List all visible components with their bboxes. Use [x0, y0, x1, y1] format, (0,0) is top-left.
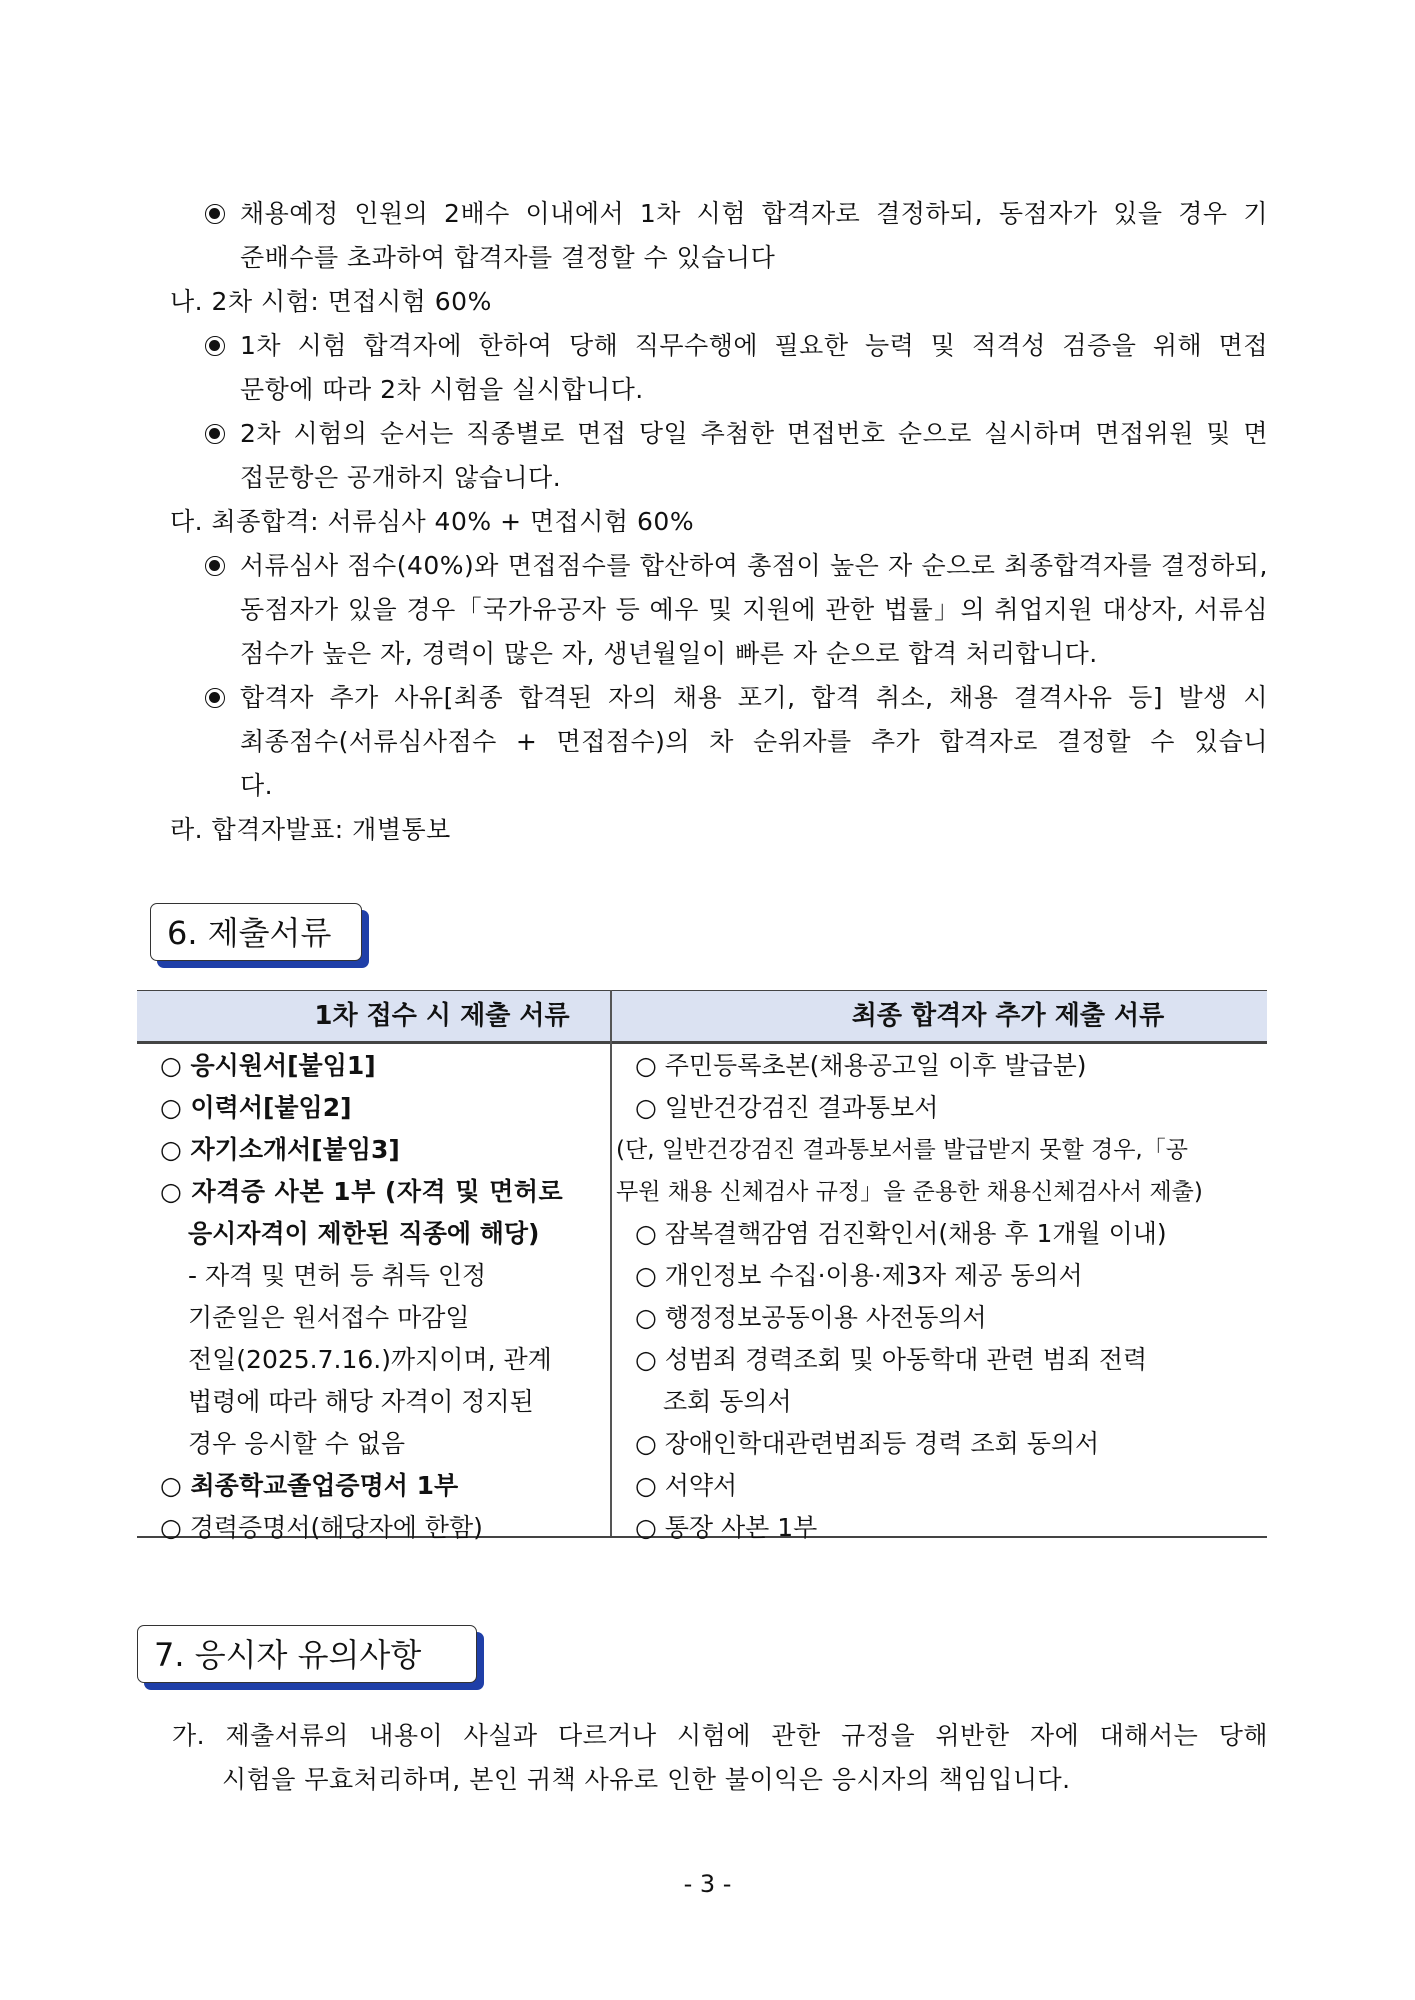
table-cell: 조회 동의서 — [663, 1387, 792, 1416]
bullet-icon — [205, 424, 225, 444]
paragraph-line: 서류심사 점수(40%)와 면접점수를 합산하여 총점이 높은 자 순으로 최종합격자를 결정하되, — [240, 551, 1268, 580]
paragraph-line: 시험을 무효처리하며, 본인 귀책 사유로 인한 불이익은 응시자의 책임입니다. — [222, 1765, 1071, 1794]
page-number: - 3 - — [683, 1870, 732, 1898]
table-header-cell: 1차 접수 시 제출 서류 — [314, 1001, 570, 1031]
bullet-icon — [205, 336, 225, 356]
table-header-row — [137, 990, 1267, 1044]
list-item-heading: 라. 합격자발표: 개별통보 — [170, 815, 451, 844]
table-cell: ○ 잠복결핵감염 검진확인서(채용 후 1개월 이내) — [635, 1219, 1167, 1248]
paragraph-line: 동점자가 있을 경우「국가유공자 등 예우 및 지원에 관한 법률」의 취업지원 대상자, 서류심 — [240, 595, 1268, 624]
table-cell: ○ 일반건강검진 결과통보서 — [635, 1093, 939, 1122]
table-cell: 응시자격이 제한된 직종에 해당) — [188, 1219, 540, 1248]
section-heading: 7. 응시자 유의사항 — [137, 1625, 477, 1683]
table-cell: 경우 응시할 수 없음 — [188, 1429, 406, 1458]
table-cell: ○ 자기소개서[붙임3] — [160, 1135, 400, 1164]
list-item-heading: 다. 최종합격: 서류심사 40% + 면접시험 60% — [170, 507, 695, 536]
table-cell: 전일(2025.7.16.)까지이며, 관계 — [188, 1345, 552, 1374]
paragraph-line: 가. 제출서류의 내용이 사실과 다르거나 시험에 관한 규정을 위반한 자에 대해서는 당해 — [172, 1721, 1268, 1750]
paragraph-line: 채용예정 인원의 2배수 이내에서 1차 시험 합격자로 결정하되, 동점자가 있을 경우 기 — [240, 199, 1268, 228]
table-cell: ○ 최종학교졸업증명서 1부 — [160, 1471, 459, 1500]
table-cell: ○ 통장 사본 1부 — [635, 1513, 818, 1542]
paragraph-line: 합격자 추가 사유[최종 합격된 자의 채용 포기, 합격 취소, 채용 결격사유 등] 발생 시 — [240, 683, 1268, 712]
table-cell: ○ 성범죄 경력조회 및 아동학대 관련 범죄 전력 — [635, 1345, 1148, 1374]
table-cell: ○ 주민등록초본(채용공고일 이후 발급분) — [635, 1051, 1087, 1080]
paragraph-line: 다. — [240, 771, 274, 800]
list-item-heading: 나. 2차 시험: 면접시험 60% — [170, 287, 492, 316]
table-cell: ○ 경력증명서(해당자에 한함) — [160, 1513, 483, 1542]
table-cell: ○ 응시원서[붙임1] — [160, 1051, 376, 1080]
section-heading: 6. 제출서류 — [150, 903, 362, 961]
table-column-divider — [610, 990, 612, 1538]
table-cell: ○ 서약서 — [635, 1471, 738, 1500]
table-cell: ○ 행정정보공동이용 사전동의서 — [635, 1303, 987, 1332]
table-cell: 기준일은 원서접수 마감일 — [188, 1303, 470, 1332]
table-cell: ○ 자격증 사본 1부 (자격 및 면허로 — [160, 1177, 564, 1206]
table-cell: ○ 개인정보 수집·이용·제3자 제공 동의서 — [635, 1261, 1083, 1290]
bullet-icon — [205, 204, 225, 224]
table-cell: 법령에 따라 해당 자격이 정지된 — [188, 1387, 534, 1416]
table-cell: (단, 일반건강검진 결과통보서를 발급받지 못할 경우,「공 — [616, 1137, 1188, 1163]
paragraph-line: 최종점수(서류심사점수 + 면접점수)의 차 순위자를 추가 합격자로 결정할 수 있습니 — [240, 727, 1268, 756]
bullet-icon — [205, 556, 225, 576]
table-cell: 무원 채용 신체검사 규정」을 준용한 채용신체검사서 제출) — [616, 1179, 1203, 1205]
table-cell: ○ 이력서[붙임2] — [160, 1093, 352, 1122]
paragraph-line: 1차 시험 합격자에 한하여 당해 직무수행에 필요한 능력 및 적격성 검증을 위해 면접 — [240, 331, 1268, 360]
paragraph-line: 문항에 따라 2차 시험을 실시합니다. — [240, 375, 644, 404]
paragraph-line: 준배수를 초과하여 합격자를 결정할 수 있습니다 — [240, 243, 776, 272]
paragraph-line: 2차 시험의 순서는 직종별로 면접 당일 추첨한 면접번호 순으로 실시하며 면접위원 및 면 — [240, 419, 1268, 448]
table-cell: - 자격 및 면허 등 취득 인정 — [188, 1261, 487, 1290]
table-header-cell: 최종 합격자 추가 제출 서류 — [851, 1001, 1165, 1031]
table-cell: ○ 장애인학대관련범죄등 경력 조회 동의서 — [635, 1429, 1100, 1458]
bullet-icon — [205, 688, 225, 708]
paragraph-line: 접문항은 공개하지 않습니다. — [240, 463, 562, 492]
paragraph-line: 점수가 높은 자, 경력이 많은 자, 생년월일이 빠른 자 순으로 합격 처리합니다. — [240, 639, 1098, 668]
